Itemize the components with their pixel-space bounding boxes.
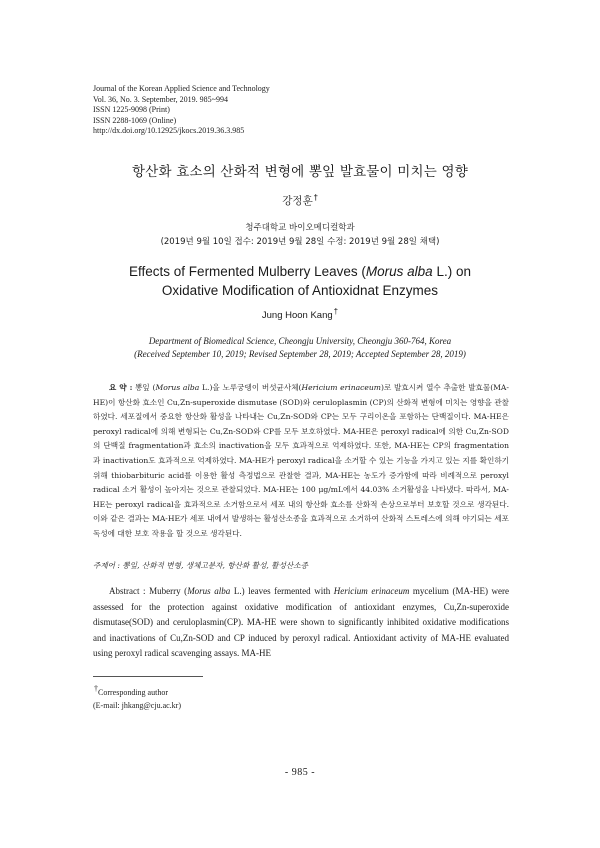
english-author-name: Jung Hoon Kang [261,310,333,321]
species-name: Morus alba [155,383,200,392]
abstract-text: L.) leaves fermented with [230,586,334,596]
footnote-divider [93,676,203,677]
corresponding-email: (E-mail: jhkang@cju.ac.kr) [93,701,181,710]
issn-online: ISSN 2288-1069 (Online) [93,115,177,125]
journal-volume: Vol. 36, No. 3. September, 2019. 985~994 [93,94,228,104]
english-title-line2: Oxidative Modification of Antioxidnat Enzymes [161,283,439,298]
abstract-text: )로 발효시켜 열수 추출한 발효물(MA-HE)이 항산화 효소인 Cu,Zn-superoxide dismutase (SOD)와 ceruloplasmin (CP)의 산화적 변형에 미치는 영향을 관찰하였다. 세포질에서 중요한 항산화 활성을 나타내는 Cu,Zn-SOD와 CP는 모두 구리이온을 포함하는 단백질이다. MA-HE은 peroxyl radical에 의해 변형되는 Cu,Zn-SOD와 CP를 모두 보호하였다. MA-HE은 peroxyl radical에 의한 Cu,Zn-SOD의 단백질 fragmentation과 효소의 inactivation을 모두 효과적으로 억제하였다. 또한, MA-HE는 CP의 fragmentation과 inactivation도 효과적으로 억제하였다. MA-HE가 peroxyl radical을 소거할 수 있는 기능을 가지고 있는 지를 확인하기 위해 thiobarbituric acid를 이용한 활성 측정법으로 관찰한 결과, MA-HE는 농도가 증가함에 따라 비례적으로 peroxyl radical 소거 활성이 높아지는 것으로 관찰되었다. MA-HE는 100 μg/mL에서 44.03% 소거활성을 나타냈다. 따라서, MA-HE는 peroxyl radical을 효과적으로 소거함으로서 세포 내의 항산화 효소를 산화적 손상으로부터 보호할 것으로 생각된다. 이와 같은 결과는 MA-HE가 세포 내에서 발생하는 활성산소종을 효과적으로 소거하여 산화적 스트레스에 의해 야기되는 세포 독성에 대한 보호 작용을 할 것으로 생각된다. [93,383,509,538]
korean-dates: (2019년 9월 10일 접수: 2019년 9월 28일 수정: 2019년 9월 28일 채택) [160,237,440,247]
species-name: Hericium erinaceum [301,383,381,392]
english-affiliation: Department of Biomedical Science, Cheongju University, Cheongju 360-764, Korea [148,336,452,346]
korean-abstract [93,381,509,542]
korean-keywords: 주제어 : 뽕잎, 산화적 변형, 생체고분자, 항산화 활성, 활성산소종 [93,561,308,570]
journal-info [93,84,270,137]
dagger-mark: † [333,307,339,316]
abstract-text: Muberry ( [145,586,188,596]
english-dates: (Received September 10, 2019; Revised September 28, 2019; Accepted September 28, 2019) [134,349,466,359]
english-abstract [93,584,509,662]
corresponding-author-note [93,682,181,699]
english-title [0,262,600,300]
korean-affiliation-block [0,221,600,249]
korean-author [0,193,600,208]
english-affiliation-block [0,335,600,361]
korean-abstract-label: 요 약 : [109,383,133,392]
species-name: Morus alba [365,264,433,279]
korean-affiliation: 청주대학교 바이오메디컬학과 [245,223,355,233]
issn-print: ISSN 1225-9098 (Print) [93,105,170,114]
journal-name: Journal of the Korean Applied Science and Technology [93,84,270,93]
dagger-mark: † [94,684,98,693]
dagger-mark: † [313,193,318,202]
footnote-text: Corresponding author [98,688,168,697]
footnote [93,682,181,712]
doi-link[interactable]: http://dx.doi.org/10.12925/jkocs.2019.36.3.985 [93,126,245,135]
english-title-line1 [0,262,600,281]
korean-author-name: 강정훈 [282,195,313,207]
english-title-text: L.) on [432,264,471,279]
english-abstract-label: Abstract : [109,586,146,596]
abstract-text: mycelium (MA-HE) were assessed for the protection against oxidative modification of antioxidant enzymes, Cu,Zn-superoxide dismutase(SOD) and ceruloplasmin(CP). MA-HE were shown to significantly inhibited oxidative modifications and inactivations of Cu,Zn-SOD and CP induced by peroxyl radical. Antioxidant activity of MA-HE evaluated using peroxyl radical scavenging assays. MA-HE [93,586,509,659]
korean-title: 항산화 효소의 산화적 변형에 뽕잎 발효물이 미치는 영향 [132,164,468,180]
abstract-text: L.)을 노루궁뎅이 버섯균사체( [199,383,302,392]
page-number: - 985 - [284,767,316,778]
species-name: Hericium erinaceum [333,586,410,596]
species-name: Morus alba [187,586,231,596]
english-author [0,307,600,321]
english-title-text: Effects of Fermented Mulberry Leaves ( [129,264,366,279]
abstract-text: 뽕잎 ( [132,383,156,392]
